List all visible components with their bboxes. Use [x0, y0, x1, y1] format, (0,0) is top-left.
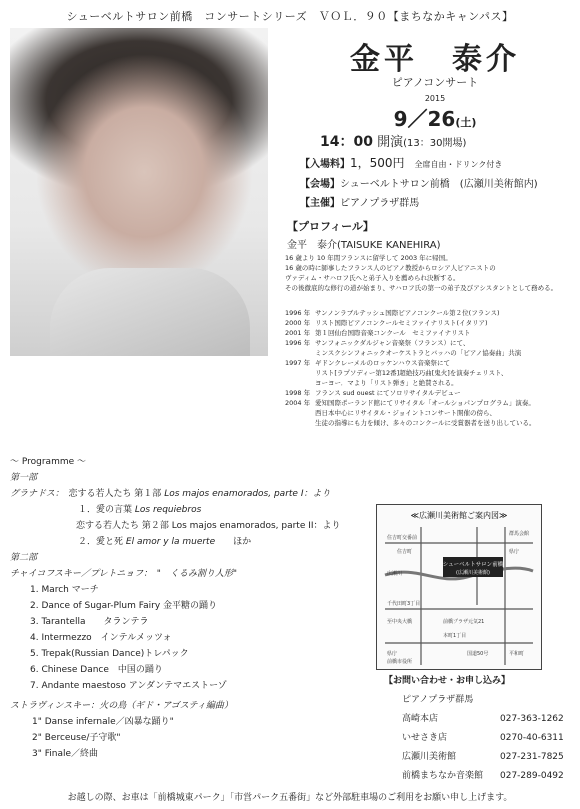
host-value: ピアノプラザ群馬	[340, 198, 420, 209]
tchaikovsky-title: チャイコフスキー／プレトニョフ： " くるみ割り人形"	[10, 569, 238, 579]
contact-row	[384, 729, 564, 748]
career-text: 第１回仙台国際音楽コンクール セミファイナリスト	[315, 329, 471, 337]
map-label: 住吉町	[397, 549, 413, 555]
fee-line	[300, 154, 502, 171]
granados-part1-ja: 恋する若人たち 第１部	[68, 489, 162, 499]
map-label: 前橋プラザ元気21	[443, 619, 485, 625]
career-text: ヨーヨー．マより「リスト弾き」と絶賛される。	[315, 379, 458, 387]
granados-item2-etc: ほか	[233, 537, 252, 547]
map-label: 群馬会館	[509, 531, 530, 537]
career-year: 1997 年	[285, 359, 311, 367]
footer-note: お越しの際、お車は「前橋城東パーク」「市営パーク五番街」など外部駐車場のご利用をお願い申し上げます。	[67, 793, 513, 803]
map-label: 県庁	[509, 549, 520, 555]
stravinsky-item: 3" Finale／終曲	[32, 749, 99, 759]
tchaikovsky-heading	[10, 566, 341, 582]
granados-part2-ja: 恋する若人たち 第２部	[76, 521, 169, 531]
map-label-salon: シューベルトサロン前橋	[442, 562, 504, 568]
map-label: 県庁	[387, 651, 398, 657]
concert-date	[290, 103, 580, 132]
career-text: ギドンクレーメルのロッケンハウス音楽祭にて	[315, 359, 450, 367]
contact-name: 広瀬川美術館	[402, 752, 457, 762]
career-year	[285, 418, 315, 428]
contact-heading: 【お問い合わせ・お申し込み】	[384, 676, 511, 686]
part2-label: 第二部	[10, 553, 38, 563]
career-row	[285, 358, 535, 368]
career-row	[285, 338, 535, 348]
tchaikovsky-item: 1. March マーチ	[30, 585, 99, 595]
career-year	[285, 368, 315, 378]
stravinsky-title: ストラヴィンスキー：火の鳥（ギド・アゴスティ編曲）	[10, 701, 233, 711]
granados-part2-es: Los majos enamorados, parte II：より	[171, 521, 341, 531]
date-main: 9／26	[393, 107, 456, 131]
career-table	[285, 308, 535, 428]
career-row	[285, 388, 535, 398]
career-year: 2001 年	[285, 329, 311, 337]
map-title: ≪広瀬川美術館ご案内図≫	[410, 511, 508, 520]
access-map	[376, 504, 542, 670]
career-row	[285, 368, 535, 378]
career-row	[285, 378, 535, 388]
granados-label: グラナドス：	[10, 489, 60, 499]
granados-item2-es: El amor y la muerte	[125, 537, 216, 547]
part1-label: 第一部	[10, 473, 38, 483]
map-label: 住吉町交番前	[387, 535, 418, 541]
granados-item1-ja: １．愛の言葉	[78, 505, 133, 515]
tchaikovsky-item: 2. Dance of Sugar-Plum Fairy 金平糖の踊り	[30, 601, 218, 611]
contact-name: 高崎本店	[402, 714, 439, 724]
map-drawing	[377, 505, 541, 669]
career-text: 生徒の指導にも力を傾け、多々のコンクールに受賞器者を送り出している。	[315, 419, 536, 427]
programme	[10, 454, 341, 762]
career-year: 1998 年	[285, 389, 311, 397]
bio-line: ヴァディム・サハロフ氏へと弟子入りを薦められ決断する。	[285, 274, 460, 282]
granados-item2-ja: ２．愛と死	[78, 537, 124, 547]
map-label: 本町1丁目	[443, 633, 467, 639]
host-line	[300, 194, 419, 209]
venue-value: シューベルトサロン前橋 (広瀬川美術館内)	[340, 179, 538, 190]
time-open: (13：30開場)	[403, 138, 467, 149]
concert-year: 2015	[424, 94, 446, 103]
contact-row	[384, 767, 564, 786]
contact-tel: 027-363-1262	[500, 714, 564, 724]
contact-block	[384, 672, 564, 786]
profile-heading: 【プロフィール】	[287, 220, 374, 233]
career-year: 1996 年	[285, 339, 311, 347]
photo-shirt-shape	[50, 268, 250, 356]
career-year	[285, 378, 315, 388]
contact-tel: 027-289-0492	[500, 771, 564, 781]
profile-bio	[285, 253, 575, 293]
career-text: リスト[ラプソディー第12番]超絶技巧曲[鬼火]を演奏チェリスト、	[315, 369, 508, 377]
fee-label: 【入場料】	[300, 159, 350, 170]
performer-photo	[10, 28, 268, 356]
career-text: フランス sud ouest にてソロリサイタルデビュー	[315, 389, 461, 397]
career-row	[285, 418, 535, 428]
tchaikovsky-item: 4. Intermezzo インテルメッツォ	[30, 633, 172, 643]
career-text: 西日本中心にリサイタル・ジョイントコンサート開催の傍ら、	[315, 409, 497, 417]
tchaikovsky-item: 5. Trepak(Russian Dance)トレパック	[30, 649, 189, 659]
career-year	[285, 348, 315, 358]
contact-name: いせさき店	[402, 733, 448, 743]
career-row	[285, 408, 535, 418]
career-row	[285, 308, 535, 318]
map-label: 国道50号	[467, 651, 489, 657]
contact-name: 前橋まちなか音楽館	[402, 771, 484, 781]
career-text: リスト国際ピアノコンクールセミファイナリスト(イタリア)	[315, 319, 488, 327]
career-year: 1996 年	[285, 309, 311, 317]
tchaikovsky-item: 3. Tarantella タランテラ	[30, 617, 149, 627]
profile-name: 金平 泰介(TAISUKE KANEHIRA)	[287, 240, 441, 251]
concert-subtitle: ピアノコンサート	[391, 76, 479, 89]
career-row	[285, 348, 535, 358]
granados-item2	[10, 534, 341, 550]
career-text: ミンスクシンフォニックオーケストラとバッハの「ピアノ協奏曲」共演	[315, 349, 522, 357]
map-label: 至中央大橋	[387, 619, 413, 625]
bio-line: その後徹底的な修行の道が始まり、サハロフ氏の第一の弟子及びアシスタントとして務める。	[285, 284, 558, 292]
series-title: シューベルトサロン前橋 コンサートシリーズ ＶＯＬ．９０【まちなかキャンパス】	[66, 10, 514, 23]
stravinsky-heading	[10, 698, 341, 714]
contact-tel: 0270-40-6311	[500, 733, 564, 743]
career-text: 愛知国際ポーランド館にてリサイタル「オールショパンプログラム」演奏。	[315, 399, 535, 407]
concert-time	[320, 131, 466, 151]
bio-line: 16 歳より 10 年間フランスに留学して 2003 年に帰国。	[285, 254, 452, 262]
tchaikovsky-item: 7. Andante maestoso アンダンテマエストーゾ	[30, 681, 227, 691]
performer-name: 金平 泰介	[350, 42, 520, 77]
granados-line2	[10, 518, 341, 534]
career-text: サンフォニックダルジャン音楽祭（フランス）にて、	[315, 339, 470, 347]
contact-tel: 027-231-7825	[500, 752, 564, 762]
career-row	[285, 318, 535, 328]
career-year: 2004 年	[285, 399, 311, 407]
map-label: 前橋市役所	[387, 659, 413, 665]
stravinsky-item: 1" Danse infernale／凶暴な踊り"	[32, 717, 174, 727]
map-label-museum: (広瀬川美術館)	[456, 570, 490, 576]
venue-line	[300, 175, 538, 190]
granados-item1-es: Los requiebros	[134, 505, 202, 515]
programme-heading: ～ Programme ～	[10, 457, 86, 467]
career-year: 2000 年	[285, 319, 311, 327]
date-day: (土)	[455, 116, 477, 129]
part1-heading	[10, 470, 341, 486]
venue-label: 【会場】	[300, 179, 340, 190]
career-row	[285, 328, 535, 338]
host-label: 【主催】	[300, 198, 340, 209]
career-row	[285, 398, 535, 408]
time-start: 14：00	[320, 134, 373, 150]
contact-row	[384, 710, 564, 729]
map-label: 千代田町3丁目	[387, 601, 421, 607]
fee-note: 全席自由・ドリンク付き	[414, 160, 503, 169]
contact-org: ピアノプラザ群馬	[402, 695, 474, 705]
fee-value: 1，500円	[350, 156, 405, 170]
tchaikovsky-item: 6. Chinese Dance 中国の踊り	[30, 665, 163, 675]
map-label: 平和町	[509, 651, 525, 657]
bio-line: 16 歳の時に師事したフランス人のピアノ教授からロシア人ピアニストの	[285, 264, 496, 272]
granados-line1	[10, 486, 341, 502]
career-text: サンノンラブルテッシュ国際ピアノコンクール第２位(フランス)	[315, 309, 500, 317]
granados-item1	[10, 502, 341, 518]
part2-heading	[10, 550, 341, 566]
contact-row	[384, 748, 564, 767]
career-year	[285, 408, 315, 418]
granados-part1-es: Los majos enamorados, parte I：より	[164, 489, 331, 499]
map-label: 広瀬川	[387, 571, 403, 577]
stravinsky-item: 2" Berceuse/子守歌"	[32, 733, 121, 743]
time-open-label: 開演	[377, 135, 404, 150]
